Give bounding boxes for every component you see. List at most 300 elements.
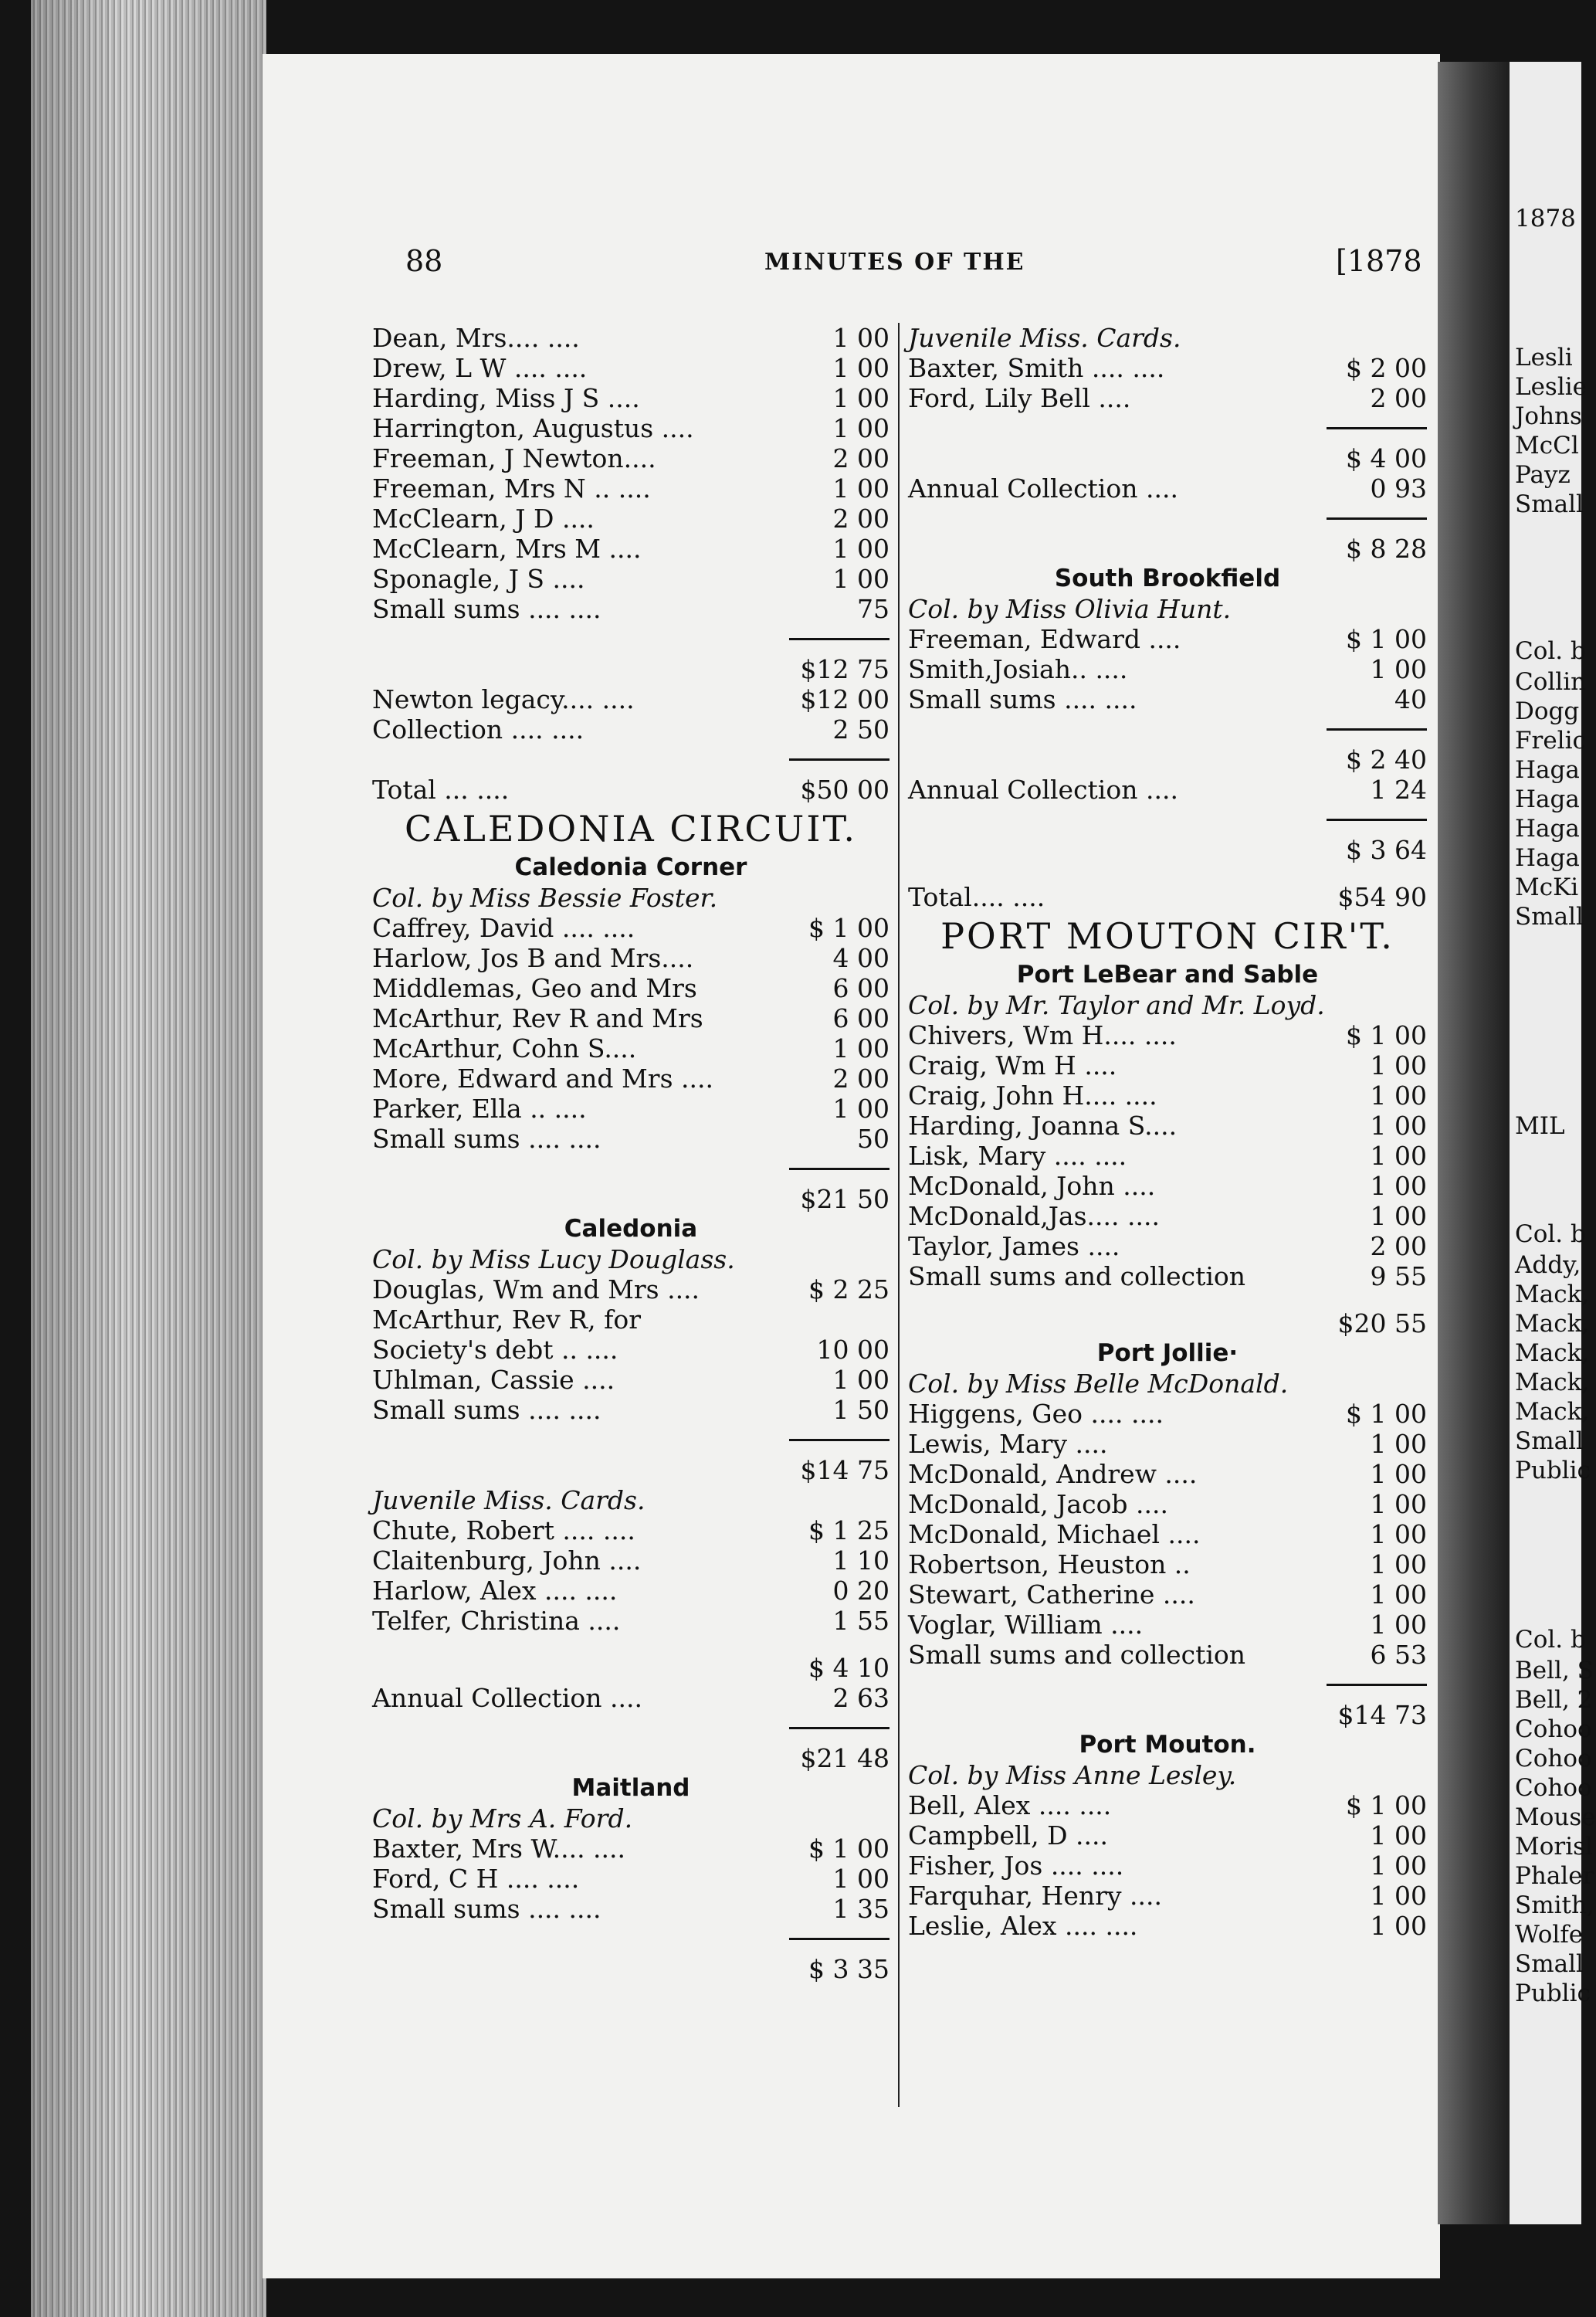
amount: $21 50 xyxy=(800,1184,889,1214)
running-head-title: MINUTES OF THE xyxy=(764,249,1025,276)
ledger-row xyxy=(908,443,1427,473)
facing-page-fragment: Phaler xyxy=(1515,1862,1594,1890)
ledger-row xyxy=(372,1545,889,1576)
ledger-row xyxy=(372,323,889,353)
amount: $20 55 xyxy=(1337,1308,1427,1338)
amount: 1 00 xyxy=(1370,1429,1427,1459)
ledger-row xyxy=(908,684,1427,714)
amount: 9 55 xyxy=(1370,1261,1427,1291)
ledger-row xyxy=(908,1459,1427,1489)
contributor-name: McClearn, J D .... xyxy=(372,504,595,534)
contributor-name: McDonald, Jacob .... xyxy=(908,1489,1169,1519)
ledger-row xyxy=(908,1308,1427,1338)
ledger-row xyxy=(908,1399,1427,1429)
facing-page-fragment: Haga xyxy=(1515,815,1580,843)
contributor-name: Freeman, J Newton.... xyxy=(372,443,656,473)
contributor-name: Annual Collection .... xyxy=(908,473,1178,504)
amount: $ 2 00 xyxy=(1346,353,1427,383)
facing-page-fragment: Mack, xyxy=(1515,1398,1590,1426)
ledger-row xyxy=(908,1429,1427,1459)
contributor-name: Lisk, Mary .... .... xyxy=(908,1141,1127,1171)
amount: 1 35 xyxy=(832,1894,889,1924)
ledger-row xyxy=(908,1519,1427,1549)
contributor-name: Harding, Miss J S .... xyxy=(372,383,640,413)
amount: $ 2 25 xyxy=(808,1274,889,1304)
amount: 1 00 xyxy=(832,564,889,594)
ledger-row xyxy=(908,1231,1427,1261)
total-rule xyxy=(372,624,889,654)
ledger-row xyxy=(372,1834,889,1864)
contributor-name: Stewart, Catherine .... xyxy=(908,1579,1195,1610)
ledger-row xyxy=(908,1700,1427,1730)
contributor-name: More, Edward and Mrs .... xyxy=(372,1064,713,1094)
ledger-row xyxy=(908,473,1427,504)
ledger-row xyxy=(372,1064,889,1094)
amount: $ 1 00 xyxy=(1346,1020,1427,1050)
ledger-row xyxy=(908,1881,1427,1911)
facing-page-fragment: Small xyxy=(1515,1427,1584,1455)
amount: $ 2 40 xyxy=(1346,745,1427,775)
ledger-row xyxy=(372,504,889,534)
total-rule xyxy=(372,1924,889,1954)
amount: $ 1 00 xyxy=(808,913,889,943)
contributor-name: McClearn, Mrs M .... xyxy=(372,534,642,564)
facing-page-fragment: Haga xyxy=(1515,756,1580,784)
contributor-name: Small sums .... .... xyxy=(372,1395,601,1425)
contributor-name: Bell, Alex .... .... xyxy=(908,1790,1112,1820)
amount: 1 00 xyxy=(1370,1171,1427,1201)
collector-line: Col. by Miss Belle McDonald. xyxy=(908,1369,1289,1399)
amount: $ 1 00 xyxy=(1346,1790,1427,1820)
ledger-row xyxy=(372,1274,889,1304)
ledger-row xyxy=(372,973,889,1003)
facing-page-fragment: Haga xyxy=(1515,844,1580,872)
ledger-row xyxy=(372,1455,889,1485)
ledger-row xyxy=(372,564,889,594)
amount: 1 10 xyxy=(832,1545,889,1576)
ledger-row xyxy=(908,1080,1427,1111)
total-rule xyxy=(908,504,1427,534)
facing-page-fragment: Mack, xyxy=(1515,1369,1590,1396)
contributor-name: McDonald,Jas.... .... xyxy=(908,1201,1160,1231)
collector-line: Juvenile Miss. Cards. xyxy=(372,1485,646,1515)
amount: 1 00 xyxy=(832,1864,889,1894)
amount: 1 00 xyxy=(832,534,889,564)
ledger-row xyxy=(372,413,889,443)
contributor-name: Robertson, Heuston .. xyxy=(908,1549,1191,1579)
amount: 2 00 xyxy=(832,1064,889,1094)
amount: $ 1 00 xyxy=(1346,624,1427,654)
facing-page-fragment: Smith, xyxy=(1515,1891,1594,1919)
amount: $50 00 xyxy=(800,775,889,805)
facing-page-fragment: Mouse xyxy=(1515,1803,1596,1831)
facing-page-fragment: Col. b xyxy=(1515,1220,1586,1248)
facing-page-fragment: 1878 xyxy=(1515,205,1576,232)
facing-page-fragment: Johns xyxy=(1515,402,1582,430)
ledger-row xyxy=(908,882,1427,912)
amount: 2 00 xyxy=(832,443,889,473)
amount: 1 00 xyxy=(1370,1111,1427,1141)
ledger-row xyxy=(372,473,889,504)
rule-line xyxy=(1327,427,1427,429)
ledger-row xyxy=(372,1395,889,1425)
facing-page-fragment: Public xyxy=(1515,1457,1591,1484)
amount: 2 63 xyxy=(832,1683,889,1713)
facing-page-fragment: Mack, xyxy=(1515,1310,1590,1338)
contributor-name: Small sums .... .... xyxy=(372,1124,601,1154)
contributor-name: Harrington, Augustus .... xyxy=(372,413,694,443)
contributor-name: Voglar, William .... xyxy=(908,1610,1144,1640)
facing-page-fragment: Morisl xyxy=(1515,1833,1593,1861)
facing-page-fragment: McKi xyxy=(1515,874,1579,901)
amount: 1 00 xyxy=(832,473,889,504)
ledger-row xyxy=(372,714,889,745)
facing-page-fragment: Addy, xyxy=(1515,1251,1581,1279)
contributor-name: Claitenburg, John .... xyxy=(372,1545,642,1576)
facing-page-fragment: McCl xyxy=(1515,432,1579,460)
collector-line: Col. by Mrs A. Ford. xyxy=(372,1803,633,1834)
ledger-row xyxy=(372,1003,889,1033)
location-heading: Port Jollie· xyxy=(1096,1339,1239,1367)
contributor-name: Harding, Joanna S.... xyxy=(908,1111,1178,1141)
ledger-row xyxy=(372,1606,889,1636)
contributor-name: Dean, Mrs.... .... xyxy=(372,323,580,353)
amount: $ 3 35 xyxy=(808,1954,889,1984)
ledger-row xyxy=(908,1549,1427,1579)
facing-page-fragment: Small xyxy=(1515,903,1584,931)
amount: $ 8 28 xyxy=(1346,534,1427,564)
amount: $14 73 xyxy=(1337,1700,1427,1730)
contributor-name: McArthur, Rev R, for xyxy=(372,1304,641,1335)
ledger-row xyxy=(908,835,1427,865)
ledger-row xyxy=(372,383,889,413)
contributor-name: Leslie, Alex .... .... xyxy=(908,1911,1138,1941)
ledger-row xyxy=(372,443,889,473)
ledger-row xyxy=(908,1820,1427,1851)
amount: $12 00 xyxy=(800,684,889,714)
total-rule xyxy=(372,745,889,775)
facing-page-fragment: Small xyxy=(1515,490,1584,518)
facing-page-fragment: Leslie xyxy=(1515,373,1588,401)
contributor-name: Collection .... .... xyxy=(372,714,585,745)
contributor-name: Craig, John H.... .... xyxy=(908,1080,1157,1111)
ledger-row xyxy=(908,1020,1427,1050)
facing-page-fragment: Frelic xyxy=(1515,727,1586,755)
ledger-row xyxy=(372,1653,889,1683)
ledger-row xyxy=(908,1201,1427,1231)
collector-line: Col. by Miss Anne Lesley. xyxy=(908,1760,1237,1790)
rule-line xyxy=(789,1439,889,1441)
circuit-heading: CALEDONIA CIRCUIT. xyxy=(404,808,858,850)
facing-page-fragment: Col. b xyxy=(1515,637,1586,665)
contributor-name: Fisher, Jos .... .... xyxy=(908,1851,1124,1881)
amount: 0 93 xyxy=(1370,473,1427,504)
contributor-name: Total.... .... xyxy=(908,882,1045,912)
ledger-row xyxy=(372,775,889,805)
ledger-row xyxy=(908,1640,1427,1670)
amount: 1 00 xyxy=(1370,1610,1427,1640)
ledger-row xyxy=(372,1124,889,1154)
ledger-row xyxy=(908,745,1427,775)
amount: 50 xyxy=(857,1124,889,1154)
facing-page-fragment: Dogg xyxy=(1515,697,1580,725)
amount: 1 00 xyxy=(1370,1881,1427,1911)
contributor-name: Small sums .... .... xyxy=(372,1894,601,1924)
amount: 1 00 xyxy=(1370,1549,1427,1579)
contributor-name: Ford, Lily Bell .... xyxy=(908,383,1131,413)
ledger-row xyxy=(908,534,1427,564)
ledger-row xyxy=(372,353,889,383)
contributor-name: Total ... .... xyxy=(372,775,510,805)
amount: 0 20 xyxy=(832,1576,889,1606)
ledger-row xyxy=(372,1743,889,1773)
ledger-row xyxy=(372,1515,889,1545)
contributor-name: Telfer, Christina .... xyxy=(372,1606,621,1636)
ledger-row xyxy=(372,1365,889,1395)
total-rule xyxy=(908,714,1427,745)
contributor-name: McDonald, John .... xyxy=(908,1171,1156,1201)
ledger-row xyxy=(908,1111,1427,1141)
contributor-name: Smith,Josiah.. .... xyxy=(908,654,1128,684)
amount: $ 4 10 xyxy=(808,1653,889,1683)
rule-line xyxy=(1327,517,1427,520)
amount: 1 00 xyxy=(1370,1820,1427,1851)
ledger-row xyxy=(908,624,1427,654)
contributor-name: Baxter, Smith .... .... xyxy=(908,353,1165,383)
ledger-row xyxy=(908,1579,1427,1610)
amount: 2 00 xyxy=(1370,383,1427,413)
amount: 1 00 xyxy=(1370,1489,1427,1519)
amount: 6 53 xyxy=(1370,1640,1427,1670)
collector-line: Col. by Miss Bessie Foster. xyxy=(372,883,718,913)
contributor-name: Freeman, Edward .... xyxy=(908,624,1181,654)
amount: 1 00 xyxy=(832,1094,889,1124)
contributor-name: Small sums and collection xyxy=(908,1640,1246,1670)
circuit-heading: PORT MOUTON CIR'T. xyxy=(940,915,1394,957)
ledger-row xyxy=(372,1033,889,1064)
amount: $21 48 xyxy=(800,1743,889,1773)
amount: 1 24 xyxy=(1370,775,1427,805)
amount: 1 00 xyxy=(1370,1201,1427,1231)
total-rule xyxy=(372,1154,889,1184)
ledger-row xyxy=(372,594,889,624)
amount: 2 50 xyxy=(832,714,889,745)
book-gutter-shadow xyxy=(1438,62,1519,2224)
amount: 1 00 xyxy=(1370,1519,1427,1549)
amount: 1 00 xyxy=(832,1033,889,1064)
spacer xyxy=(908,1291,1427,1308)
amount: 1 00 xyxy=(832,353,889,383)
amount: 1 00 xyxy=(1370,1050,1427,1080)
spacer xyxy=(372,1636,889,1653)
amount: 75 xyxy=(857,594,889,624)
column-divider xyxy=(898,323,900,2107)
amount: 2 00 xyxy=(1370,1231,1427,1261)
contributor-name: McDonald, Michael .... xyxy=(908,1519,1201,1549)
amount: 6 00 xyxy=(832,973,889,1003)
facing-page-fragment: Cohoo xyxy=(1515,1774,1592,1802)
contributor-name: Small sums and collection xyxy=(908,1261,1246,1291)
ledger-row xyxy=(372,1335,889,1365)
facing-page-fragment: Col. b xyxy=(1515,1626,1586,1654)
amount: $54 90 xyxy=(1337,882,1427,912)
contributor-name: Newton legacy.... .... xyxy=(372,684,635,714)
contributor-name: Lewis, Mary .... xyxy=(908,1429,1108,1459)
contributor-name: Middlemas, Geo and Mrs xyxy=(372,973,697,1003)
contributor-name: Small sums .... .... xyxy=(908,684,1137,714)
left-column xyxy=(372,323,889,1984)
facing-page-fragment: Bell, 2 xyxy=(1515,1686,1593,1714)
contributor-name: Craig, Wm H .... xyxy=(908,1050,1117,1080)
facing-page-fragment: Payz xyxy=(1515,461,1571,489)
total-rule xyxy=(372,1425,889,1455)
contributor-name: Annual Collection .... xyxy=(908,775,1178,805)
ledger-row xyxy=(372,913,889,943)
total-rule xyxy=(372,1713,889,1743)
amount: 1 00 xyxy=(832,1365,889,1395)
amount: 6 00 xyxy=(832,1003,889,1033)
ledger-row xyxy=(372,1683,889,1713)
contributor-name: Baxter, Mrs W.... .... xyxy=(372,1834,626,1864)
amount: 1 00 xyxy=(1370,1080,1427,1111)
right-column xyxy=(908,323,1427,1941)
collector-line: Col. by Miss Lucy Douglass. xyxy=(372,1244,735,1274)
amount: $ 1 00 xyxy=(808,1834,889,1864)
collector-line: Col. by Miss Olivia Hunt. xyxy=(908,594,1232,624)
facing-page-fragment: Small xyxy=(1515,1950,1584,1978)
facing-page-fragment: Haga xyxy=(1515,785,1580,813)
contributor-name: McArthur, Rev R and Mrs xyxy=(372,1003,703,1033)
rule-line xyxy=(789,758,889,761)
ledger-row xyxy=(372,534,889,564)
contributor-name: Ford, C H .... .... xyxy=(372,1864,580,1894)
running-head-year: [1878 xyxy=(1336,244,1422,278)
ledger-row xyxy=(908,1911,1427,1941)
ledger-row xyxy=(372,1894,889,1924)
ledger-row xyxy=(372,684,889,714)
location-heading: Caledonia Corner xyxy=(514,853,747,881)
contributor-name: Chivers, Wm H.... .... xyxy=(908,1020,1177,1050)
contributor-name: Drew, L W .... .... xyxy=(372,353,588,383)
location-heading: Port Mouton. xyxy=(1079,1731,1256,1759)
facing-page-fragment: Collin xyxy=(1515,668,1587,696)
contributor-name: Douglas, Wm and Mrs .... xyxy=(372,1274,700,1304)
contributor-name: McDonald, Andrew .... xyxy=(908,1459,1198,1489)
ledger-row xyxy=(908,1610,1427,1640)
ledger-row xyxy=(372,1864,889,1894)
amount: 1 00 xyxy=(832,383,889,413)
rule-line xyxy=(1327,819,1427,821)
amount: $12 75 xyxy=(800,654,889,684)
ledger-row xyxy=(372,1954,889,1984)
page-number: 88 xyxy=(405,244,443,278)
ledger-row xyxy=(908,1050,1427,1080)
ledger-row xyxy=(908,1790,1427,1820)
amount: 40 xyxy=(1394,684,1427,714)
contributor-name: Freeman, Mrs N .. .... xyxy=(372,473,651,504)
facing-page-fragment: Lesli xyxy=(1515,344,1573,371)
ledger-row xyxy=(908,654,1427,684)
contributor-name: Taylor, James .... xyxy=(908,1231,1120,1261)
contributor-name: Higgens, Geo .... .... xyxy=(908,1399,1164,1429)
contributor-name: Sponagle, J S .... xyxy=(372,564,585,594)
ledger-row xyxy=(908,1261,1427,1291)
location-heading: Port LeBear and Sable xyxy=(1016,961,1319,989)
contributor-name: Parker, Ella .. .... xyxy=(372,1094,587,1124)
total-rule xyxy=(908,413,1427,443)
amount: 1 00 xyxy=(1370,1579,1427,1610)
spacer xyxy=(908,865,1427,882)
ledger-row xyxy=(372,1184,889,1214)
ledger-row xyxy=(372,1576,889,1606)
amount: 2 00 xyxy=(832,504,889,534)
ledger-row xyxy=(372,1094,889,1124)
amount: 10 00 xyxy=(816,1335,889,1365)
rule-line xyxy=(789,638,889,640)
contributor-name: McArthur, Cohn S.... xyxy=(372,1033,637,1064)
contributor-name: Caffrey, David .... .... xyxy=(372,913,635,943)
ledger-row xyxy=(908,1171,1427,1201)
contributor-name: Harlow, Jos B and Mrs.... xyxy=(372,943,694,973)
amount: $ 4 00 xyxy=(1346,443,1427,473)
ledger-row xyxy=(908,353,1427,383)
facing-page-fragment: MIL xyxy=(1515,1112,1565,1140)
amount: $ 1 00 xyxy=(1346,1399,1427,1429)
contributor-name: Society's debt .. .... xyxy=(372,1335,618,1365)
amount: 1 00 xyxy=(832,323,889,353)
facing-page-fragment: Mack, xyxy=(1515,1281,1590,1308)
rule-line xyxy=(1327,1684,1427,1686)
location-heading: Maitland xyxy=(571,1774,690,1802)
collector-line: Col. by Mr. Taylor and Mr. Loyd. xyxy=(908,990,1325,1020)
location-heading: Caledonia xyxy=(564,1215,698,1243)
rule-line xyxy=(789,1938,889,1940)
location-heading: South Brookfield xyxy=(1054,565,1281,592)
contributor-name: Annual Collection .... xyxy=(372,1683,642,1713)
ledger-row xyxy=(372,943,889,973)
facing-page-fragment: Cohoo xyxy=(1515,1745,1592,1773)
total-rule xyxy=(908,805,1427,835)
facing-page-fragment: Bell, S xyxy=(1515,1657,1594,1684)
amount: 1 00 xyxy=(832,413,889,443)
amount: $14 75 xyxy=(800,1455,889,1485)
contributor-name: Chute, Robert .... .... xyxy=(372,1515,635,1545)
amount: 1 00 xyxy=(1370,1459,1427,1489)
contributor-name: Campbell, D .... xyxy=(908,1820,1108,1851)
collector-line: Juvenile Miss. Cards. xyxy=(908,323,1181,353)
facing-page-fragment: Public xyxy=(1515,1979,1591,2007)
facing-page-fragment: Mack, xyxy=(1515,1339,1590,1367)
amount: 1 00 xyxy=(1370,1851,1427,1881)
contributor-name: Farquhar, Henry .... xyxy=(908,1881,1162,1911)
amount: 1 00 xyxy=(1370,1141,1427,1171)
ledger-row xyxy=(372,654,889,684)
amount: 1 50 xyxy=(832,1395,889,1425)
page-edge-shading xyxy=(31,0,266,2317)
amount: $ 3 64 xyxy=(1346,835,1427,865)
ledger-row xyxy=(908,1489,1427,1519)
rule-line xyxy=(789,1727,889,1729)
ledger-row xyxy=(908,775,1427,805)
amount: $ 1 25 xyxy=(808,1515,889,1545)
ledger-row xyxy=(908,1851,1427,1881)
ledger-row xyxy=(908,383,1427,413)
ledger-row xyxy=(908,1141,1427,1171)
contributor-name: Small sums .... .... xyxy=(372,594,601,624)
amount: 4 00 xyxy=(832,943,889,973)
total-rule xyxy=(908,1670,1427,1700)
contributor-name: Uhlman, Cassie .... xyxy=(372,1365,615,1395)
